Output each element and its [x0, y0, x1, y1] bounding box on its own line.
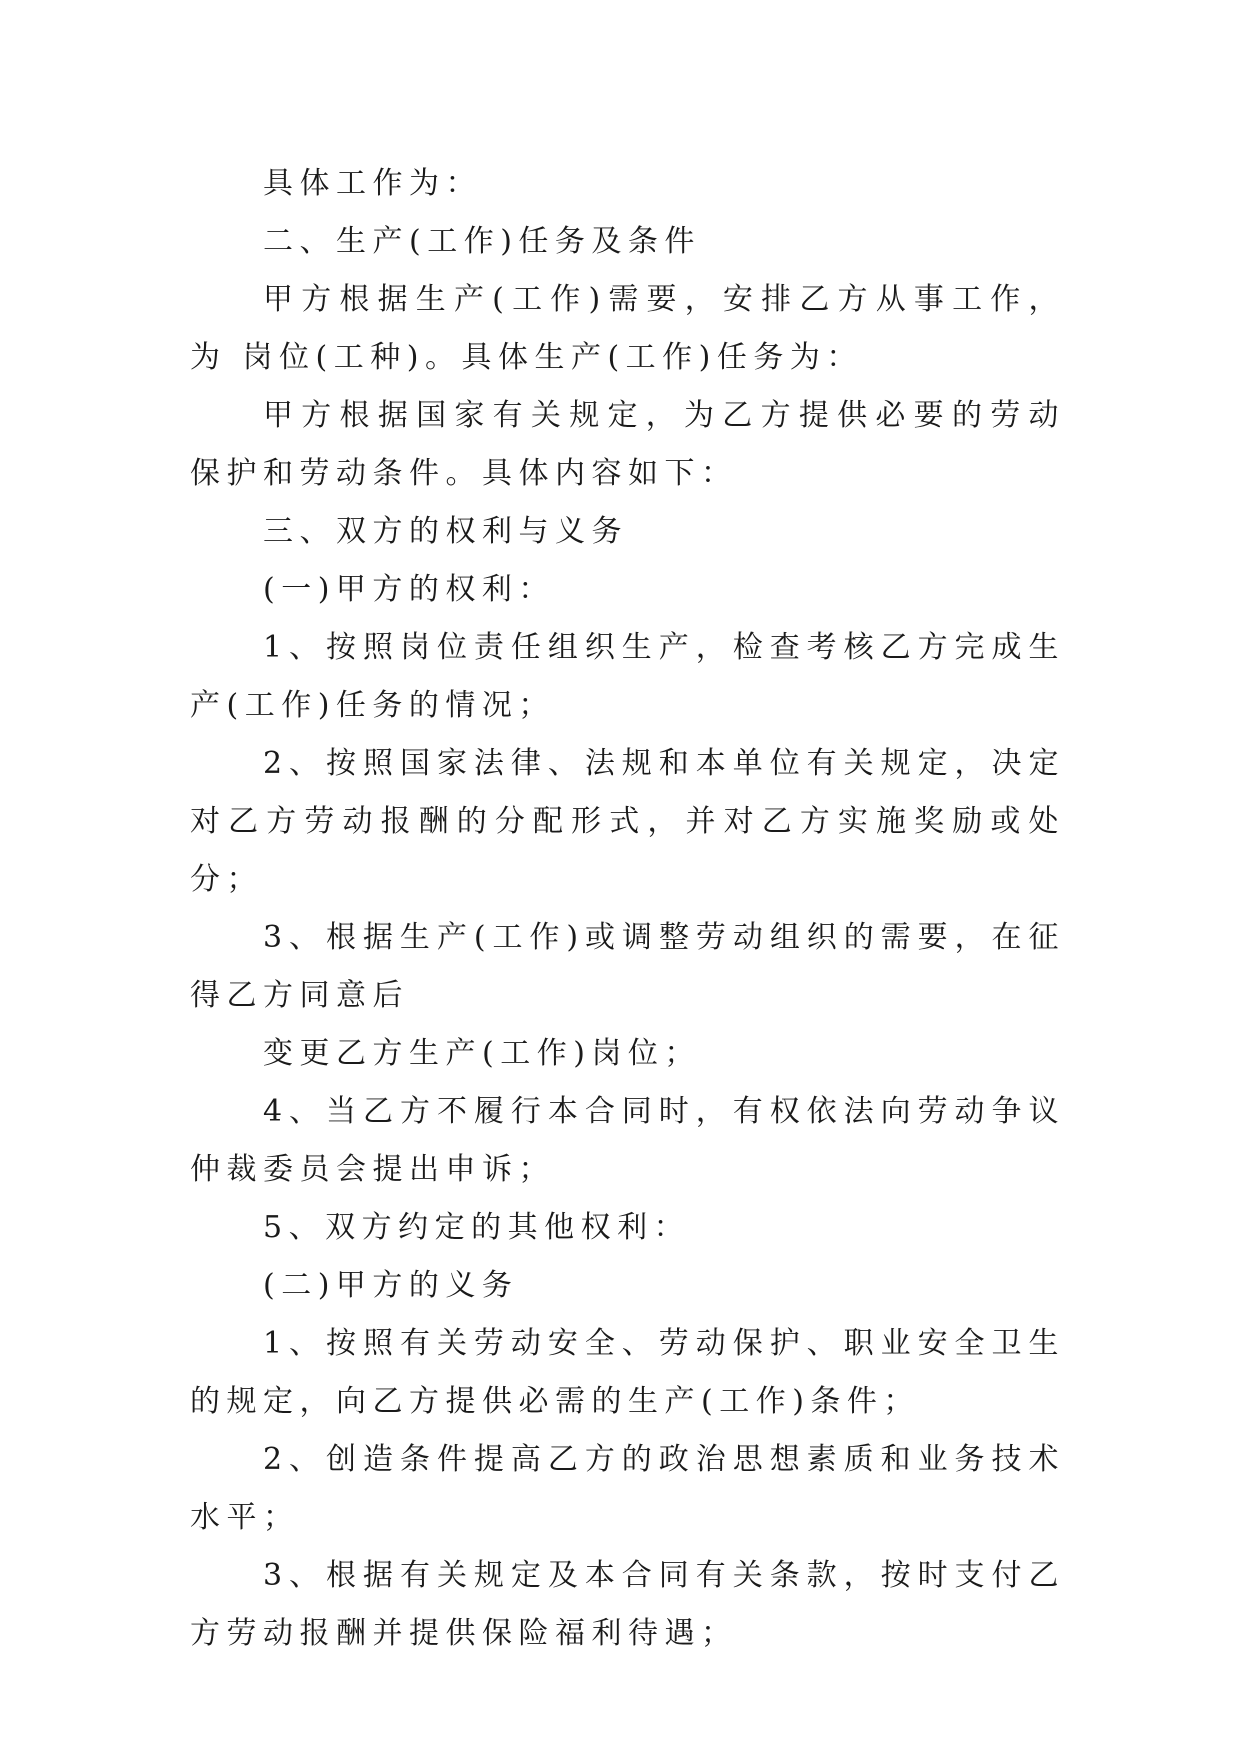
list-item-rights-3-continued: 变更乙方生产(工作)岗位； [263, 1036, 701, 1071]
list-item-obligations-3: 3、根据有关规定及本合同有关条款，按时支付乙方劳动报酬并提供保险福利待遇； [190, 1558, 1065, 1651]
list-item-rights-1: 1、按照岗位责任组织生产，检查考核乙方完成生产(工作)任务的情况； [190, 630, 1065, 723]
list-item-rights-3: 3、根据生产(工作)或调整劳动组织的需要，在征得乙方同意后 [190, 920, 1065, 1013]
work-description-line: 具体工作为： [263, 166, 482, 201]
section-heading-rights-obligations: 三、双方的权利与义务 [263, 514, 628, 549]
subheading-party-a-obligations: (二)甲方的义务 [263, 1268, 519, 1303]
list-item-obligations-2: 2、创造条件提高乙方的政治思想素质和业务技术水平； [190, 1442, 1065, 1535]
document-body [190, 155, 1065, 1663]
subheading-party-a-rights: (一)甲方的权利： [263, 572, 555, 607]
list-item-rights-5: 5、双方约定的其他权利： [263, 1210, 691, 1245]
list-item-rights-2: 2、按照国家法律、法规和本单位有关规定，决定对乙方劳动报酬的分配形式，并对乙方实施奖励或处分； [190, 746, 1065, 897]
paragraph-job-assignment: 甲方根据生产(工作)需要，安排乙方从事工作，为 岗位(工种)。具体生产(工作)任务为： [190, 282, 1065, 375]
list-item-obligations-1: 1、按照有关劳动安全、劳动保护、职业安全卫生的规定，向乙方提供必需的生产(工作)条件； [190, 1326, 1065, 1419]
section-heading-tasks: 二、生产(工作)任务及条件 [263, 224, 701, 259]
paragraph-labor-protection: 甲方根据国家有关规定，为乙方提供必要的劳动保护和劳动条件。具体内容如下： [190, 398, 1065, 491]
list-item-rights-4: 4、当乙方不履行本合同时，有权依法向劳动争议仲裁委员会提出申诉； [190, 1094, 1065, 1187]
